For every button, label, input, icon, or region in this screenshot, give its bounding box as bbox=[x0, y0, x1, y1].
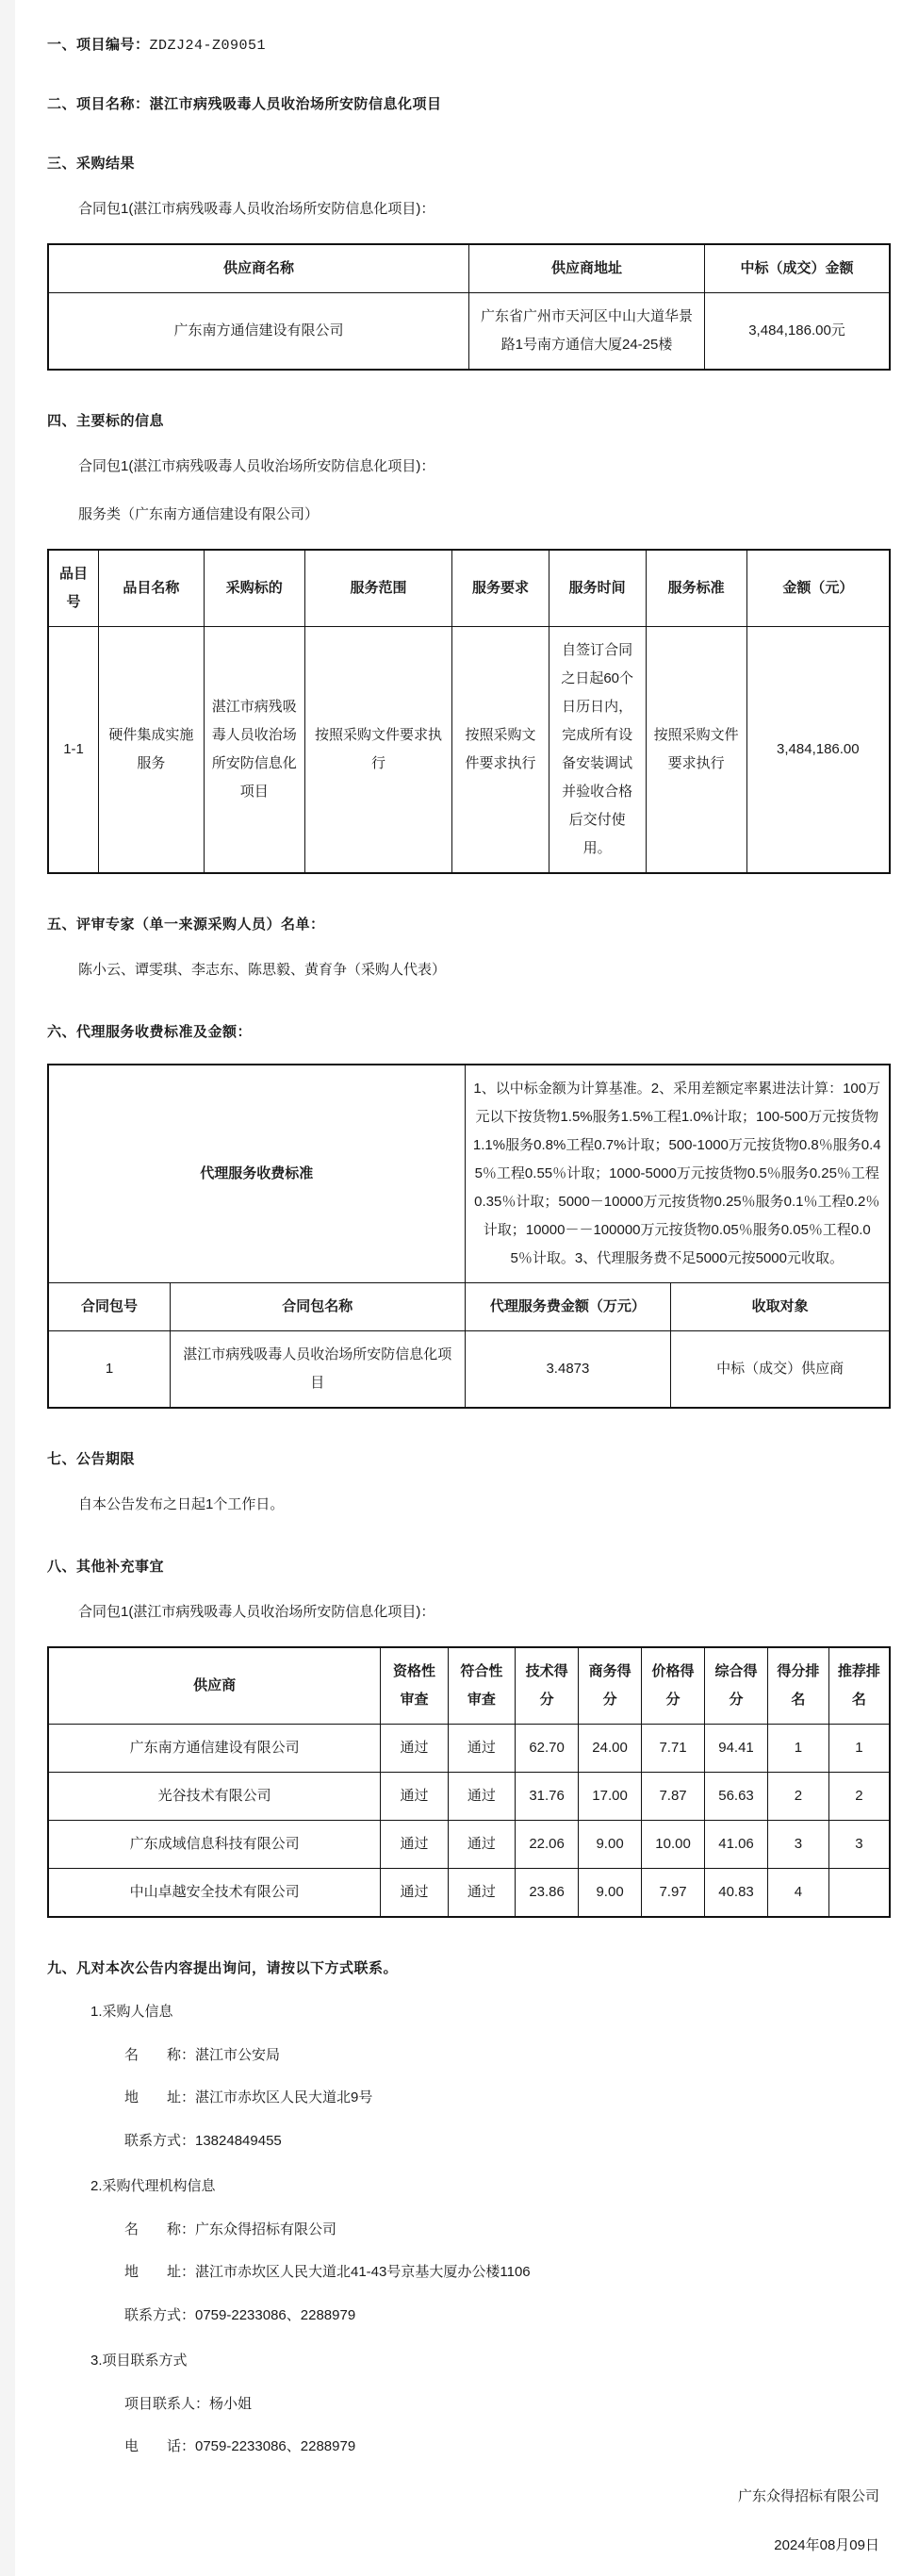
supplier-cell: 光谷技术有限公司 bbox=[48, 1773, 381, 1821]
conformity-cell: 通过 bbox=[448, 1725, 515, 1773]
project-number-label: 一、项目编号： bbox=[47, 37, 150, 53]
package-no-cell: 1 bbox=[48, 1331, 170, 1409]
section-6-heading: 六、代理服务收费标准及金额： bbox=[47, 1024, 253, 1040]
col-price-score: 价格得分 bbox=[642, 1647, 705, 1725]
technical-score-cell: 22.06 bbox=[516, 1821, 579, 1869]
procurement-result-table bbox=[47, 243, 891, 371]
col-supplier-address: 供应商地址 bbox=[469, 244, 705, 293]
project-name-label: 二、项目名称： bbox=[47, 96, 150, 112]
col-recommend-rank: 推荐排名 bbox=[828, 1647, 890, 1725]
col-item-no: 品目号 bbox=[48, 550, 99, 627]
col-service-standard: 服务标准 bbox=[646, 550, 746, 627]
section-9-heading: 九、凡对本次公告内容提出询问，请按以下方式联系。 bbox=[47, 1960, 399, 1976]
col-service-requirement: 服务要求 bbox=[452, 550, 549, 627]
service-scope-cell: 按照采购文件要求执行 bbox=[304, 627, 451, 874]
price-score-cell: 10.00 bbox=[642, 1821, 705, 1869]
conformity-cell: 通过 bbox=[448, 1773, 515, 1821]
table-row bbox=[48, 293, 890, 371]
project-number-value: ZDZJ24-Z09051 bbox=[149, 38, 267, 54]
agency-phone-line: 联系方式：0759-2233086、2288979 bbox=[124, 2306, 356, 2323]
section-8-heading: 八、其他补充事宜 bbox=[47, 1559, 165, 1575]
expert-names-line: 陈小云、谭雯琪、李志东、陈思毅、黄育争（采购人代表） bbox=[78, 962, 447, 978]
technical-score-cell: 23.86 bbox=[516, 1869, 579, 1918]
procurement-subject-cell: 湛江市病残吸毒人员收治场所安防信息化项目 bbox=[204, 627, 304, 874]
technical-score-cell: 31.76 bbox=[516, 1773, 579, 1821]
col-service-time: 服务时间 bbox=[549, 550, 646, 627]
section-3-package-line: 合同包1(湛江市病残吸毒人员收治场所安防信息化项目)： bbox=[78, 201, 435, 217]
fee-standard-row bbox=[48, 1065, 890, 1283]
footer-company: 广东众得招标有限公司 bbox=[737, 2487, 879, 2504]
supplier-cell: 中山卓越安全技术有限公司 bbox=[48, 1869, 381, 1918]
qualification-cell: 通过 bbox=[381, 1773, 448, 1821]
col-charge-target: 收取对象 bbox=[671, 1283, 890, 1331]
recommend-rank-cell: 2 bbox=[828, 1773, 890, 1821]
section-4-heading: 四、主要标的信息 bbox=[47, 413, 165, 429]
business-score-cell: 24.00 bbox=[579, 1725, 642, 1773]
item-no-cell: 1-1 bbox=[48, 627, 99, 874]
purchaser-phone-line: 联系方式：13824849455 bbox=[124, 2132, 282, 2149]
service-requirement-cell: 按照采购文件要求执行 bbox=[452, 627, 549, 874]
col-package-name: 合同包名称 bbox=[170, 1283, 465, 1331]
price-score-cell: 7.87 bbox=[642, 1773, 705, 1821]
section-7-heading: 七、公告期限 bbox=[47, 1451, 136, 1467]
qualification-cell: 通过 bbox=[381, 1821, 448, 1869]
package-name-cell: 湛江市病残吸毒人员收治场所安防信息化项目 bbox=[170, 1331, 465, 1409]
supplier-cell: 广东成域信息科技有限公司 bbox=[48, 1821, 381, 1869]
qualification-cell: 通过 bbox=[381, 1725, 448, 1773]
business-score-cell: 9.00 bbox=[579, 1821, 642, 1869]
col-supplier: 供应商 bbox=[48, 1647, 381, 1725]
recommend-rank-cell: 3 bbox=[828, 1821, 890, 1869]
total-score-cell: 41.06 bbox=[705, 1821, 768, 1869]
section-5-heading: 五、评审专家（单一来源采购人员）名单： bbox=[47, 916, 325, 933]
conformity-cell: 通过 bbox=[448, 1821, 515, 1869]
col-score-rank: 得分排名 bbox=[768, 1647, 829, 1725]
section-8-package-line: 合同包1(湛江市病残吸毒人员收治场所安防信息化项目)： bbox=[78, 1604, 435, 1620]
item-name-cell: 硬件集成实施服务 bbox=[99, 627, 205, 874]
business-score-cell: 9.00 bbox=[579, 1869, 642, 1918]
supplier-address-cell: 广东省广州市天河区中山大道华景路1号南方通信大厦24-25楼 bbox=[469, 293, 705, 371]
agency-address-line: 地 址：湛江市赤坎区人民大道北41-43号京基大厦办公楼1106 bbox=[124, 2264, 531, 2280]
conformity-cell: 通过 bbox=[448, 1869, 515, 1918]
col-technical-score: 技术得分 bbox=[516, 1647, 579, 1725]
table-header-row bbox=[48, 244, 890, 293]
recommend-rank-cell bbox=[828, 1869, 890, 1918]
left-gutter bbox=[0, 0, 15, 2576]
price-score-cell: 7.71 bbox=[642, 1725, 705, 1773]
project-contact-phone-line: 电 话：0759-2233086、2288979 bbox=[124, 2438, 356, 2454]
col-supplier-name: 供应商名称 bbox=[48, 244, 469, 293]
purchaser-name-line: 名 称：湛江市公安局 bbox=[124, 2046, 281, 2063]
purchaser-address-line: 地 址：湛江市赤坎区人民大道北9号 bbox=[124, 2089, 373, 2105]
award-amount-cell: 3,484,186.00元 bbox=[705, 293, 890, 371]
evaluation-score-table bbox=[47, 1646, 891, 1918]
table-header-row bbox=[48, 550, 890, 627]
table-row bbox=[48, 1821, 890, 1869]
qualification-cell: 通过 bbox=[381, 1869, 448, 1918]
purchaser-info-title: 1.采购人信息 bbox=[90, 2004, 173, 2020]
business-score-cell: 17.00 bbox=[579, 1773, 642, 1821]
announcement-period-line: 自本公告发布之日起1个工作日。 bbox=[78, 1496, 285, 1512]
table-row bbox=[48, 1869, 890, 1918]
score-rank-cell: 4 bbox=[768, 1869, 829, 1918]
agency-fee-table bbox=[47, 1064, 891, 1409]
charge-target-cell: 中标（成交）供应商 bbox=[671, 1331, 890, 1409]
project-contact-person-line: 项目联系人：杨小姐 bbox=[124, 2395, 253, 2412]
announcement-document bbox=[47, 0, 891, 2576]
col-qualification-review: 资格性审查 bbox=[381, 1647, 448, 1725]
section-3-heading: 三、采购结果 bbox=[47, 156, 136, 172]
table-header-row bbox=[48, 1283, 890, 1331]
col-package-no: 合同包号 bbox=[48, 1283, 170, 1331]
table-row bbox=[48, 1725, 890, 1773]
section-4-package-line: 合同包1(湛江市病残吸毒人员收治场所安防信息化项目)： bbox=[78, 458, 435, 474]
score-rank-cell: 2 bbox=[768, 1773, 829, 1821]
section-1-heading bbox=[47, 34, 891, 54]
amount-cell: 3,484,186.00 bbox=[746, 627, 890, 874]
agency-info-title: 2.采购代理机构信息 bbox=[90, 2178, 216, 2194]
section-4-category-line: 服务类（广东南方通信建设有限公司） bbox=[78, 506, 320, 522]
price-score-cell: 7.97 bbox=[642, 1869, 705, 1918]
col-procurement-subject: 采购标的 bbox=[204, 550, 304, 627]
section-2-heading bbox=[47, 93, 891, 113]
table-row bbox=[48, 1331, 890, 1409]
fee-standard-label: 代理服务收费标准 bbox=[48, 1065, 465, 1283]
col-service-scope: 服务范围 bbox=[304, 550, 451, 627]
main-subject-table bbox=[47, 549, 891, 874]
recommend-rank-cell: 1 bbox=[828, 1725, 890, 1773]
table-row bbox=[48, 627, 890, 874]
table-header-row bbox=[48, 1647, 890, 1725]
col-agency-fee-amount: 代理服务费金额（万元） bbox=[465, 1283, 671, 1331]
score-rank-cell: 3 bbox=[768, 1821, 829, 1869]
col-item-name: 品目名称 bbox=[99, 550, 205, 627]
service-time-cell: 自签订合同之日起60个日历日内，完成所有设备安装调试并验收合格后交付使用。 bbox=[549, 627, 646, 874]
col-business-score: 商务得分 bbox=[579, 1647, 642, 1725]
supplier-cell: 广东南方通信建设有限公司 bbox=[48, 1725, 381, 1773]
agency-fee-amount-cell: 3.4873 bbox=[465, 1331, 671, 1409]
fee-standard-text: 1、以中标金额为计算基准。2、采用差额定率累进法计算：100万元以下按货物1.5%服务1.5%工程1.0%计取；100-500万元按货物1.1%服务0.8%工程0.7%计取；500-1000万元按货物0.8％服务0.45％工程0.55％计取；1000-5000万元按货物0.5％服务0.25％工程0.35％计取；5000－10000万元按货物0.25％服务0.1％工程0.2％计取；10000－－100000万元按货物0.05％服务0.05％工程0.05％计取。3、代理服务费不足5000元按5000元收取。 bbox=[465, 1065, 890, 1283]
technical-score-cell: 62.70 bbox=[516, 1725, 579, 1773]
col-conformity-review: 符合性审查 bbox=[448, 1647, 515, 1725]
table-row bbox=[48, 1773, 890, 1821]
score-rank-cell: 1 bbox=[768, 1725, 829, 1773]
project-name-value: 湛江市病残吸毒人员收治场所安防信息化项目 bbox=[149, 96, 442, 112]
col-amount: 金额（元） bbox=[746, 550, 890, 627]
col-total-score: 综合得分 bbox=[705, 1647, 768, 1725]
footer-date: 2024年08月09日 bbox=[774, 2537, 879, 2553]
agency-name-line: 名 称：广东众得招标有限公司 bbox=[124, 2221, 337, 2237]
col-award-amount: 中标（成交）金额 bbox=[705, 244, 890, 293]
total-score-cell: 94.41 bbox=[705, 1725, 768, 1773]
supplier-name-cell: 广东南方通信建设有限公司 bbox=[48, 293, 469, 371]
project-contact-title: 3.项目联系方式 bbox=[90, 2353, 188, 2369]
service-standard-cell: 按照采购文件要求执行 bbox=[646, 627, 746, 874]
total-score-cell: 40.83 bbox=[705, 1869, 768, 1918]
total-score-cell: 56.63 bbox=[705, 1773, 768, 1821]
